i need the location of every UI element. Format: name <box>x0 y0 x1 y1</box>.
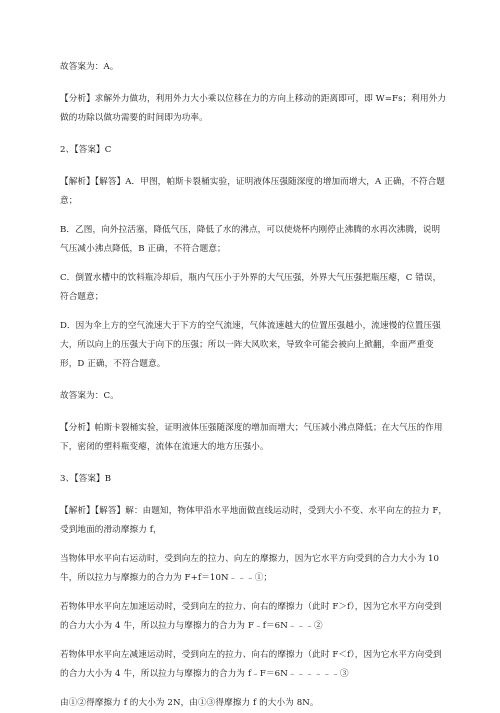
solution-2-option-d: D．因为伞上方的空气流速大于下方的空气流速，气体流速越大的位置压强越小，流速慢的位置压强大，所以向上的压强大于向下的压强；所以一阵大风吹来，导致伞可能会被向上掀翻，伞面严重变形，D 正确，不符合题意。 <box>60 321 441 369</box>
document-body <box>60 58 448 713</box>
solution-2-option-b: B．乙图，向外拉活塞，降低气压，降低了水的沸点，可以使烧杯内刚停止沸腾的水再次沸腾，说明气压减小沸点降低，B 正确，不符合题意； <box>60 225 441 254</box>
solution-3-conclusion: 由①②得摩擦力 f 的大小为 2N，由①③得摩擦力 f 的大小为 8N。 <box>60 698 319 708</box>
solution-3-case-1: 当物体甲水平向右运动时，受到向左的拉力、向左的摩擦力，因为它水平方向受到的合力大小为 10 牛，所以拉力与摩擦力的合力为 F+f＝10N﹣﹣﹣①； <box>60 554 440 583</box>
solution-2-option-a: 【解析】【解答】A．甲图，帕斯卡裂桶实验，证明液体压强随深度的增加而增大，A 正确，不符合题意； <box>60 177 445 206</box>
solution-2-option-c: C．倒置水槽中的饮料瓶冷却后，瓶内气压小于外界的大气压强，外界大气压强把瓶压瘪，C 错误，符合题意； <box>60 273 442 302</box>
solution-3-case-2: 若物体甲水平向左加速运动时，受到向左的拉力、向右的摩擦力（此时 F＞f），因为它水平方向受到的合力大小为 4 牛，所以拉力与摩擦力的合力为 F﹣f＝6N﹣﹣﹣② <box>60 602 442 631</box>
solution-3-case-3: 若物体甲水平向左减速运动时，受到向左的拉力、向右的摩擦力（此时 F＜f），因为它水平方向受到的合力大小为 4 牛，所以拉力与摩擦力的合力为 f﹣F＝6N﹣﹣﹣﹣﹣﹣③ <box>60 650 442 679</box>
answer-line-1: 故答案为：A。 <box>60 62 119 72</box>
analysis-paragraph-1: 【分析】求解外力做功，利用外力大小乘以位移在力的方向上移动的距离即可，即 W=Fs；利用外力做的功除以做功需要的时间即为功率。 <box>60 94 447 123</box>
question-3-answer: 3、【答案】B <box>60 474 112 484</box>
solution-3-intro: 【解析】【解答】解：由题知，物体甲沿水平地面做直线运动时，受到大小不变、水平向左的拉力 F，受到地面的滑动摩擦力 f， <box>60 506 448 535</box>
question-2-answer: 2、【答案】C <box>60 145 112 155</box>
answer-line-2: 故答案为：C。 <box>60 391 119 401</box>
analysis-paragraph-2: 【分析】帕斯卡裂桶实验，证明液体压强随深度的增加而增大；气压减小沸点降低；在大气压的作用下，密闭的塑料瓶变瘪，流体在流速大的地方压强小。 <box>60 423 443 452</box>
